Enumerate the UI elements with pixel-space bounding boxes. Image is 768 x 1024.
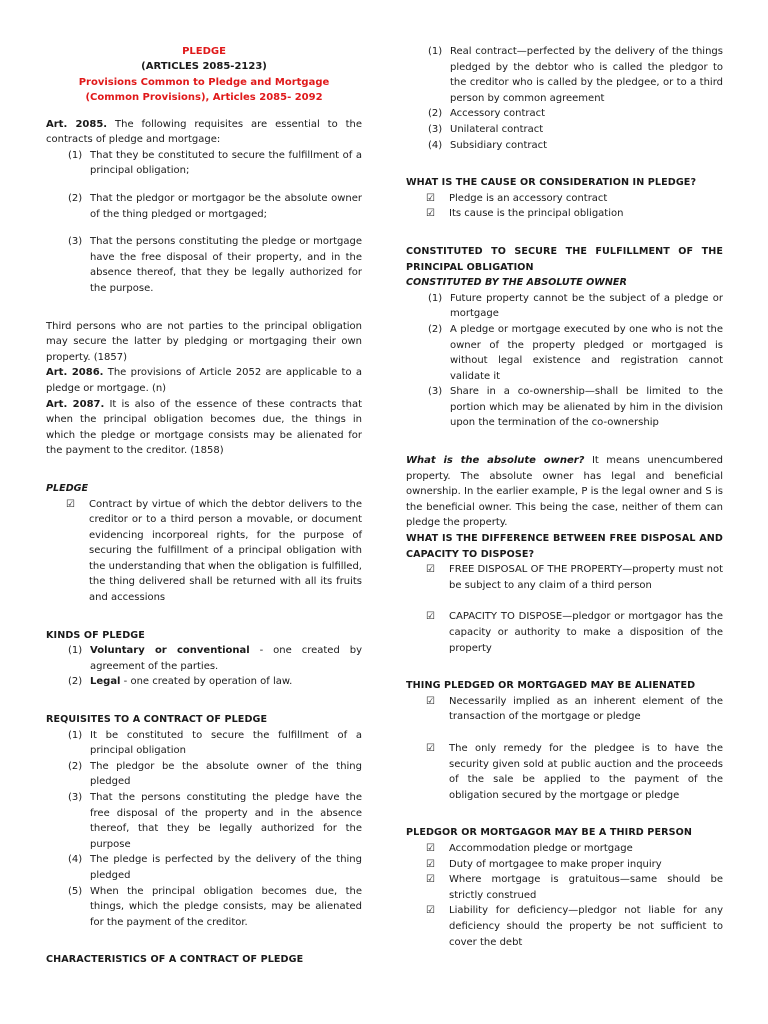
art-2087-label: Art. 2087.	[46, 398, 105, 410]
checkbox-icon: ☑	[426, 192, 435, 204]
item-text: Where mortgage is gratuitous—same should be strictly construed	[449, 874, 723, 901]
item-number: (4)	[68, 854, 83, 866]
list-item	[406, 206, 723, 222]
item-text	[90, 643, 362, 674]
difference-heading: WHAT IS THE DIFFERENCE BETWEEN FREE DISPOSAL AND CAPACITY TO DISPOSE?	[406, 533, 723, 560]
item-number: (2)	[68, 193, 83, 204]
list-item	[406, 857, 723, 873]
item-text: That the pledgor or mortgagor be the absolute owner of the thing pledged or mortgaged;	[90, 193, 362, 220]
list-item	[46, 643, 362, 674]
kind-description: - one created by agreement of the parties.	[90, 645, 362, 672]
checkbox-icon: ☑	[426, 842, 435, 854]
checkbox-icon: ☑	[426, 564, 435, 576]
art-2085-label: Art. 2085.	[46, 118, 108, 130]
art-2085-intro	[46, 117, 362, 148]
item-number: (1)	[68, 729, 83, 741]
item-text: Accommodation pledge or mortgage	[449, 842, 633, 854]
list-item	[406, 291, 723, 322]
constituted-heading: CONSTITUTED TO SECURE THE FULFILLMENT OF THE PRINCIPAL OBLIGATION	[406, 245, 723, 273]
item-text: Subsidiary contract	[450, 139, 548, 151]
title-block	[46, 44, 362, 106]
list-item	[406, 191, 723, 207]
checkbox-icon: ☑	[426, 874, 435, 886]
item-text: When the principal obligation becomes due, the things, which the pledge consists, may be alienated for the payment of the creditor.	[90, 885, 362, 928]
item-number: (5)	[68, 885, 83, 897]
item-text: A pledge or mortgage executed by one who is not the owner of the property pledged or mortgaged is without legal existence and registration cannot validate it	[450, 323, 723, 382]
item-number: (1)	[68, 149, 83, 161]
pledge-definition: Contract by virtue of which the debtor delivers to the creditor or to a third person a movable, or document evidencing incorporeal rights, for the purpose of securing the fulfillment of a principal obligation with the understanding that when the obligation is fulfilled, the thing delivered shall be returned with all its fruits and accessions	[89, 498, 362, 604]
item-number: (3)	[428, 123, 443, 135]
item-text: Duty of mortgagee to make proper inquiry	[449, 858, 662, 870]
item-text: Share in a co-ownership—shall be limited to the portion which may be alienated by him in the division upon the termination of the co-ownership	[450, 386, 723, 429]
kinds-heading: KINDS OF PLEDGE	[46, 629, 145, 641]
list-item	[46, 497, 362, 606]
characteristics-heading: CHARACTERISTICS OF A CONTRACT OF PLEDGE	[46, 954, 304, 966]
list-item	[46, 148, 362, 179]
item-number: (1)	[68, 645, 83, 657]
item-number: (3)	[428, 386, 443, 398]
list-item	[406, 741, 723, 803]
kind-description: - one created by operation of law.	[120, 676, 293, 688]
list-item	[406, 122, 723, 138]
item-text: Pledge is an accessory contract	[449, 192, 608, 204]
item-text: That they be constituted to secure the fulfillment of a principal obligation;	[90, 149, 362, 177]
requisites-heading: REQUISITES TO A CONTRACT OF PLEDGE	[46, 714, 268, 726]
art-2086	[46, 365, 362, 396]
absolute-owner-heading: CONSTITUTED BY THE ABSOLUTE OWNER	[406, 277, 627, 289]
checkbox-icon: ☑	[426, 858, 435, 870]
list-item	[406, 384, 723, 431]
item-text: Liability for deficiency—pledgor not liable for any deficiency should the property be not sufficient to cover the debt	[449, 905, 723, 948]
requisites-list	[46, 728, 362, 931]
articles-range: (ARTICLES 2085-2123)	[141, 61, 267, 73]
kind-name: Legal	[90, 676, 121, 688]
list-item	[46, 884, 362, 931]
item-text	[90, 674, 362, 690]
list-item	[406, 872, 723, 903]
item-number: (1)	[428, 46, 443, 57]
art-2087-text: It is also of the essence of these contracts that when the principal obligation becomes due, the things in which the pledge or mortgage consists may be alienated for the payment to the creditor. (1858)	[46, 398, 362, 457]
list-item	[46, 852, 362, 883]
item-text: Its cause is the principal obligation	[449, 208, 624, 220]
checkbox-icon: ☑	[426, 208, 435, 220]
list-item	[406, 562, 723, 593]
list-item	[406, 138, 723, 154]
art-2085-text: The following requisites are essential to the contracts of pledge and mortgage:	[46, 118, 362, 146]
list-item	[46, 234, 362, 296]
third-person-list	[406, 841, 723, 950]
absolute-owner-answer: It means unencumbered property. The absolute owner has legal and beneficial ownership. In the earlier example, P is the legal owner and S is the beneficial owner. This being the case, neither of them can pledge the property.	[406, 455, 723, 529]
item-number: (1)	[428, 292, 443, 304]
right-column	[406, 44, 723, 950]
list-item	[406, 694, 723, 725]
provisions-title: Provisions Common to Pledge and Mortgage	[78, 76, 330, 88]
checkbox-icon: ☑	[66, 498, 75, 510]
item-text: The pledgor be the absolute owner of the thing pledged	[90, 760, 362, 788]
item-text: Real contract—perfected by the delivery of the things pledged by the debtor who is called the pledgor to the creditor who is called by the pledgee, or to a third person by common agreement	[450, 46, 723, 104]
checkbox-icon: ☑	[426, 611, 435, 623]
list-item	[406, 106, 723, 122]
checkbox-icon: ☑	[426, 905, 435, 917]
item-number: (2)	[428, 108, 443, 120]
list-item	[46, 759, 362, 790]
pledge-heading: PLEDGE	[46, 482, 89, 494]
item-number: (2)	[68, 760, 83, 772]
list-item	[406, 609, 723, 656]
item-text: Unilateral contract	[450, 123, 544, 135]
characteristics-list	[406, 44, 723, 153]
pledge-definition-list	[46, 497, 362, 606]
absolute-owner-paragraph	[406, 453, 723, 531]
item-text: It be constituted to secure the fulfillment of a principal obligation	[90, 729, 362, 757]
list-item	[406, 322, 723, 384]
item-number: (2)	[428, 323, 443, 335]
list-item	[406, 903, 723, 950]
art-2085-list	[46, 148, 362, 297]
item-number: (2)	[68, 676, 83, 688]
third-persons-paragraph: Third persons who are not parties to the principal obligation may secure the latter by pledging or mortgaging their own property. (1857)	[46, 320, 362, 363]
kinds-list	[46, 643, 362, 690]
alienated-heading: THING PLEDGED OR MORTGAGED MAY BE ALIENATED	[406, 680, 696, 692]
item-number: (3)	[68, 236, 83, 248]
item-text: Accessory contract	[450, 108, 546, 120]
item-text: The pledge is perfected by the delivery of the thing pledged	[90, 854, 362, 881]
alienated-list	[406, 694, 723, 804]
item-text: Future property cannot be the subject of a pledge or mortgage	[450, 292, 723, 320]
cause-heading: WHAT IS THE CAUSE OR CONSIDERATION IN PLEDGE?	[406, 177, 697, 189]
common-provisions-title: (Common Provisions), Articles 2085- 2092	[85, 92, 323, 104]
owner-list	[406, 291, 723, 431]
list-item	[46, 728, 362, 759]
absolute-owner-question: What is the absolute owner?	[406, 455, 585, 467]
item-text: That the persons constituting the pledge or mortgage have the free disposal of their property, and in the absence thereof, that they be legally authorized for the purpose.	[90, 236, 362, 294]
list-item	[46, 790, 362, 852]
art-2087	[46, 397, 362, 459]
list-item	[406, 44, 723, 106]
third-person-heading: PLEDGOR OR MORTGAGOR MAY BE A THIRD PERSON	[406, 827, 692, 839]
item-text: Necessarily implied as an inherent element of the transaction of the mortgage or pledge	[449, 695, 723, 723]
cause-list	[406, 191, 723, 222]
kind-name: Voluntary or conventional	[90, 645, 250, 657]
doc-title: PLEDGE	[182, 46, 226, 57]
left-column	[46, 44, 362, 968]
item-text: The only remedy for the pledgee is to have the security given sold at public auction and the proceeds of the sale be applied to the payment of the obligation secured by the mortgage or pledge	[449, 742, 723, 801]
item-text: FREE DISPOSAL OF THE PROPERTY—property must not be subject to any claim of a third person	[449, 564, 723, 591]
checkbox-icon: ☑	[426, 695, 435, 707]
list-item	[46, 674, 362, 690]
list-item	[46, 191, 362, 222]
checkbox-icon: ☑	[426, 742, 435, 754]
art-2086-label: Art. 2086.	[46, 367, 104, 379]
item-text: That the persons constituting the pledge have the free disposal of the property and in the absence thereof, that they be legally authorized for the purpose	[90, 792, 362, 850]
item-number: (4)	[428, 139, 443, 151]
list-item	[406, 841, 723, 857]
item-number: (3)	[68, 792, 83, 803]
item-text: CAPACITY TO DISPOSE—pledgor or mortgagor has the capacity or authority to make a disposition of the property	[449, 611, 723, 654]
art-2086-text: The provisions of Article 2052 are applicable to a pledge or mortgage. (n)	[46, 367, 362, 394]
difference-list	[406, 562, 723, 656]
